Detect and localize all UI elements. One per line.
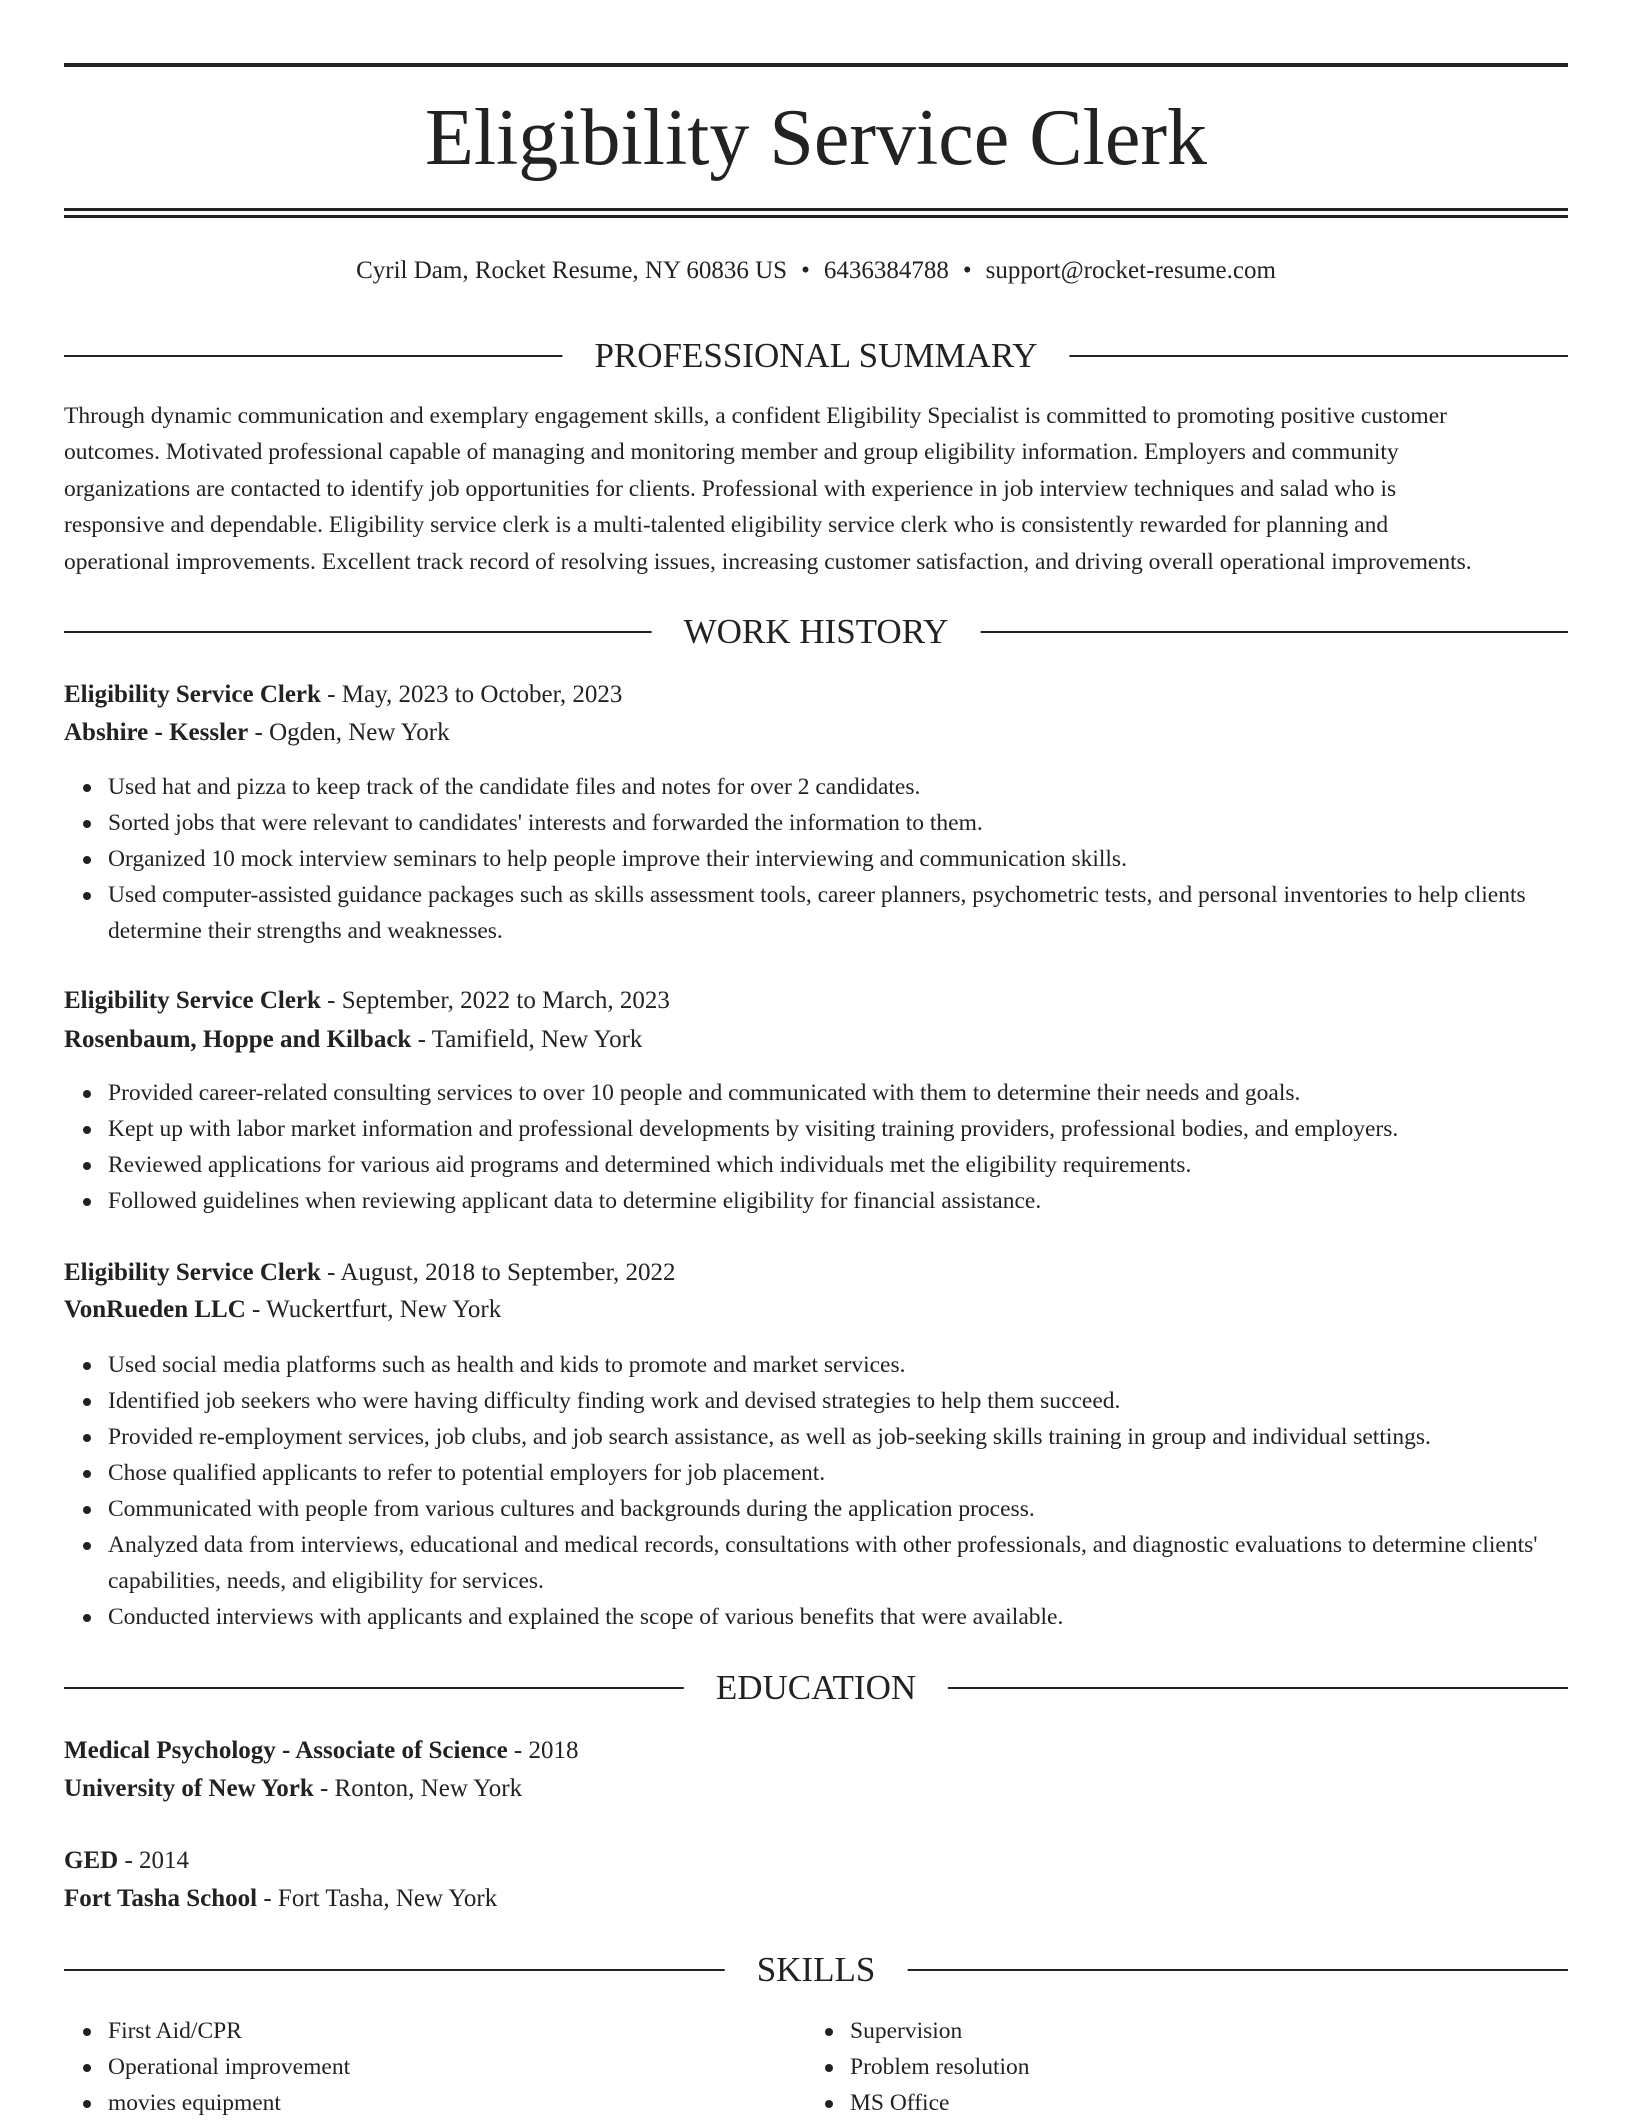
job-location: - Tamifield, New York	[411, 1026, 643, 1053]
education-location: - Fort Tasha, New York	[257, 1885, 498, 1912]
summary-line: outcomes. Motivated professional capable of managing and monitoring member and group eligibility information. Employers and community	[64, 439, 1399, 466]
job-company: Abshire - Kessler	[64, 719, 249, 746]
top-rule	[64, 63, 1568, 67]
contact-separator: •	[962, 257, 972, 284]
job-company: Rosenbaum, Hoppe and Kilback	[64, 1026, 412, 1053]
job-dates: - May, 2023 to October, 2023	[320, 681, 623, 708]
education-degree-line	[64, 1732, 579, 1770]
list-item: Followed guidelines when reviewing applicant data to determine eligibility for financial assistance.	[108, 1183, 1568, 1219]
skills-list-right	[850, 2013, 1550, 2121]
section-title: SKILLS	[725, 1948, 908, 1992]
skill-item: MS Office	[850, 2085, 1550, 2121]
skill-item: Problem resolution	[850, 2049, 1550, 2085]
list-item: Communicated with people from various cultures and backgrounds during the application process.	[108, 1491, 1568, 1527]
job-company-line	[64, 714, 450, 752]
list-item: Identified job seekers who were having difficulty finding work and devised strategies to help them succeed.	[108, 1383, 1568, 1419]
job-bullets	[108, 1347, 1568, 1635]
education-location: - Ronton, New York	[313, 1775, 523, 1802]
job-company-line	[64, 1291, 501, 1329]
list-item: Kept up with labor market information and professional developments by visiting training providers, professional bodies, and employers.	[108, 1111, 1568, 1147]
summary-paragraph	[64, 398, 1568, 580]
list-item: Conducted interviews with applicants and explained the scope of various benefits that were available.	[108, 1599, 1568, 1635]
education-school: University of New York	[64, 1775, 314, 1802]
contact-phone: 6436384788	[823, 257, 949, 284]
list-item: Reviewed applications for various aid programs and determined which individuals met the eligibility requirements.	[108, 1147, 1568, 1183]
job-bullets	[108, 769, 1568, 949]
education-school-line	[64, 1880, 497, 1918]
job-location: - Wuckertfurt, New York	[245, 1296, 502, 1323]
skill-item: Operational improvement	[108, 2049, 808, 2085]
section-title: PROFESSIONAL SUMMARY	[562, 334, 1069, 378]
education-school-line	[64, 1770, 522, 1808]
list-item: Used social media platforms such as health and kids to promote and market services.	[108, 1347, 1568, 1383]
contact-separator: •	[801, 257, 810, 284]
job-dates: - September, 2022 to March, 2023	[320, 987, 670, 1014]
section-title: WORK HISTORY	[652, 610, 981, 654]
contact-line	[64, 254, 1568, 288]
education-degree: GED	[64, 1847, 119, 1874]
list-item: Used computer-assisted guidance packages such as skills assessment tools, career planners, psychometric tests, and personal inventories to help clients determine their strengths and weaknesses.	[108, 877, 1568, 949]
education-school: Fort Tasha School	[64, 1885, 258, 1912]
list-item: Provided re-employment services, job clubs, and job search assistance, as well as job-seeking skills training in group and individual settings.	[108, 1419, 1568, 1455]
contact-email: support@rocket-resume.com	[985, 257, 1276, 284]
summary-line: organizations are contacted to identify job opportunities for clients. Professional with experience in job interview techniques and salad who is	[64, 475, 1397, 502]
skills-list-left	[108, 2013, 808, 2121]
list-item: Sorted jobs that were relevant to candidates' interests and forwarded the information to them.	[108, 805, 1568, 841]
list-item: Organized 10 mock interview seminars to help people improve their interviewing and communication skills.	[108, 841, 1568, 877]
section-heading-education	[64, 1666, 1568, 1710]
section-title: EDUCATION	[684, 1666, 948, 1710]
job-company: VonRueden LLC	[64, 1296, 246, 1323]
education-degree: Medical Psychology - Associate of Science	[64, 1737, 508, 1764]
summary-line: Through dynamic communication and exemplary engagement skills, a confident Eligibility Specialist is committed to promoting positive customer	[64, 403, 1447, 429]
title-double-rule	[64, 208, 1568, 218]
resume-title: Eligibility Service Clerk	[424, 94, 1208, 182]
education-degree-line	[64, 1842, 189, 1880]
job-title: Eligibility Service Clerk	[64, 1259, 321, 1286]
job-location: - Ogden, New York	[248, 719, 450, 746]
list-item: Analyzed data from interviews, educational and medical records, consultations with other professionals, and diagnostic evaluations to determine clients' capabilities, needs, and eligibility for services.	[108, 1527, 1568, 1599]
section-heading-summary	[64, 334, 1568, 378]
job-company-line	[64, 1021, 642, 1059]
list-item: Chose qualified applicants to refer to potential employers for job placement.	[108, 1455, 1568, 1491]
education-year: - 2018	[507, 1737, 579, 1764]
education-year: - 2014	[118, 1847, 190, 1874]
summary-line: operational improvements. Excellent track record of resolving issues, increasing customer satisfaction, and driving overall operational improvements.	[64, 548, 1472, 575]
job-bullets	[108, 1075, 1568, 1219]
job-title-line	[64, 982, 670, 1020]
job-title: Eligibility Service Clerk	[64, 681, 321, 708]
list-item: Provided career-related consulting services to over 10 people and communicated with them to determine their needs and goals.	[108, 1075, 1568, 1111]
job-title-line	[64, 676, 622, 714]
list-item: Used hat and pizza to keep track of the candidate files and notes for over 2 candidates.	[108, 769, 1568, 805]
job-title: Eligibility Service Clerk	[64, 987, 321, 1014]
skill-item: First Aid/CPR	[108, 2013, 808, 2049]
job-dates: - August, 2018 to September, 2022	[320, 1259, 676, 1286]
section-heading-skills	[64, 1948, 1568, 1992]
job-title-line	[64, 1254, 675, 1292]
section-heading-work	[64, 610, 1568, 654]
skill-item: movies equipment	[108, 2085, 808, 2121]
contact-address: Cyril Dam, Rocket Resume, NY 60836 US	[356, 257, 788, 284]
summary-line: responsive and dependable. Eligibility service clerk is a multi-talented eligibility service clerk who is consistently rewarded for planning and	[64, 512, 1389, 539]
skill-item: Supervision	[850, 2013, 1550, 2049]
